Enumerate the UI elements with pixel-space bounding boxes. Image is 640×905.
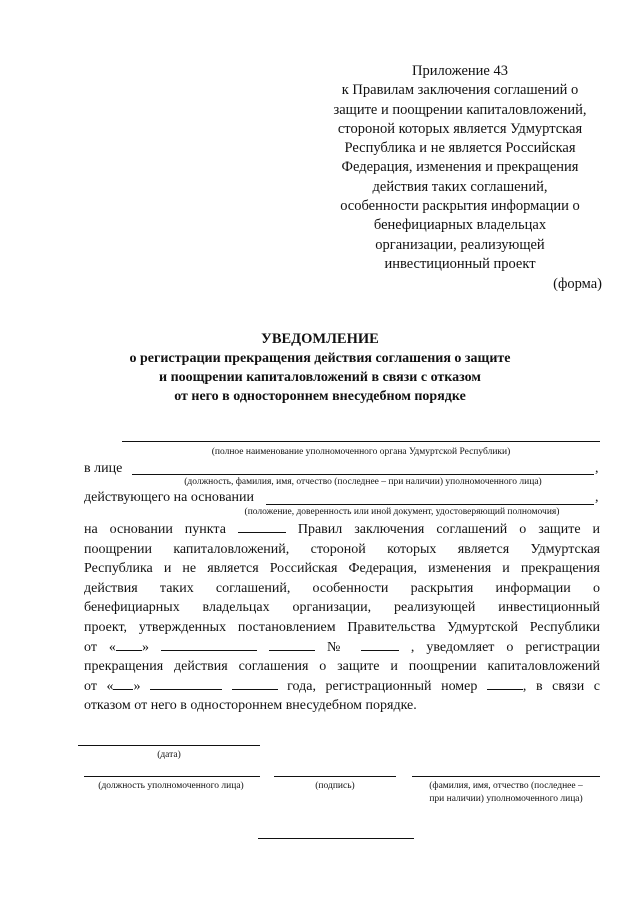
form-label: (форма) bbox=[553, 276, 602, 292]
body-line: бенефициарных владельцах организации, реализующей инвестиционный bbox=[84, 600, 600, 616]
body-line: действия таких соглашений, особенности раскрытия информации о bbox=[84, 580, 600, 596]
body-line: на основании пункта Правил заключения соглашений о защите и bbox=[84, 522, 601, 537]
appendix-line: бенефициарных владельцах bbox=[373, 217, 547, 234]
body-line: проект, утвержденных постановлением Правительства Удмуртской Республики bbox=[84, 619, 600, 635]
resolution-day-field[interactable] bbox=[116, 638, 142, 651]
document-title bbox=[60, 330, 580, 406]
title-sub-line: и поощрении капиталовложений в связи с отказом bbox=[159, 370, 481, 385]
body-line: от « » года, регистрационный номер , в связи с bbox=[84, 678, 600, 694]
appendix-line: особенности раскрытия информации о bbox=[340, 198, 580, 215]
resolution-number-field[interactable] bbox=[361, 638, 399, 651]
resolution-year-field[interactable] bbox=[269, 638, 315, 651]
bottom-separator bbox=[258, 838, 414, 839]
position-caption: (должность уполномоченного лица) bbox=[98, 781, 244, 791]
appendix-header bbox=[300, 62, 620, 274]
title-main: УВЕДОМЛЕНИЕ bbox=[261, 331, 379, 347]
appendix-line: организации, реализующей bbox=[375, 236, 545, 253]
appendix-line: стороной которых является Удмуртская bbox=[337, 120, 583, 137]
organ-name-caption: (полное наименование уполномоченного органа Удмуртской Республики) bbox=[211, 447, 511, 457]
registration-number-field[interactable] bbox=[487, 677, 523, 690]
appendix-line: действия таких соглашений, bbox=[372, 178, 548, 195]
clause-number-field[interactable] bbox=[238, 520, 286, 533]
date-field[interactable] bbox=[78, 745, 260, 746]
basis-comma: , bbox=[595, 490, 599, 505]
basis-caption: (положение, доверенность или иной документ, удостоверяющий полномочия) bbox=[244, 507, 560, 517]
organ-name-field[interactable] bbox=[122, 441, 600, 442]
appendix-line: защите и поощрении капиталовложений, bbox=[333, 101, 587, 118]
in-person-field[interactable] bbox=[132, 474, 594, 475]
registration-day-field[interactable] bbox=[113, 677, 133, 690]
appendix-line: к Правилам заключения соглашений о bbox=[341, 82, 579, 99]
resolution-month-field[interactable] bbox=[161, 638, 257, 651]
appendix-line: Приложение 43 bbox=[412, 63, 508, 79]
signature-field[interactable] bbox=[274, 776, 396, 777]
full-name-field[interactable] bbox=[412, 776, 600, 777]
appendix-line: инвестиционный проект bbox=[384, 255, 536, 272]
position-field[interactable] bbox=[84, 776, 260, 777]
in-person-caption: (должность, фамилия, имя, отчество (последнее – при наличии) уполномоченного лица) bbox=[184, 477, 542, 487]
appendix-line: Федерация, изменения и прекращения bbox=[341, 159, 579, 176]
basis-label: действующего на основании bbox=[84, 490, 255, 505]
full-name-caption: (фамилия, имя, отчество (последнее – при наличии) уполномоченного лица) bbox=[429, 781, 583, 804]
title-sub-line: о регистрации прекращения действия соглашения о защите bbox=[129, 351, 511, 366]
signature-caption: (подпись) bbox=[315, 781, 355, 791]
in-person-comma: , bbox=[595, 461, 599, 476]
body-line: отказом от него в одностороннем внесудебном порядке. bbox=[84, 698, 417, 714]
registration-month-field[interactable] bbox=[150, 677, 222, 690]
body-line: от « » № , уведомляет о регистрации bbox=[84, 639, 601, 655]
body-line: Республика и не является Российская Федерация, изменения и прекращения bbox=[84, 561, 600, 577]
registration-year-field[interactable] bbox=[232, 677, 278, 690]
notification-body bbox=[84, 520, 600, 716]
body-line: прекращения действия соглашения о защите и поощрении капиталовложений bbox=[84, 659, 600, 675]
title-sub-line: от него в одностороннем внесудебном порядке bbox=[174, 389, 466, 404]
in-person-label: в лице bbox=[84, 461, 123, 476]
appendix-line: Республика и не является Российская bbox=[344, 140, 576, 157]
basis-field[interactable] bbox=[266, 504, 594, 505]
body-line: поощрении капиталовложений, стороной которых является Удмуртская bbox=[84, 541, 600, 557]
date-caption: (дата) bbox=[157, 750, 181, 760]
